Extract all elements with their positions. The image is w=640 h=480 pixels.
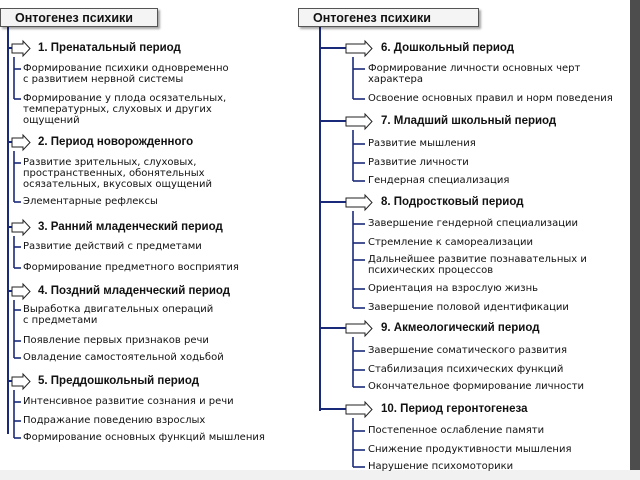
list-item	[23, 304, 213, 326]
right-column-title: Онтогенез психики	[298, 8, 479, 27]
list-item	[23, 262, 239, 273]
list-item	[368, 364, 563, 375]
list-item-line: Завершение половой идентификации	[368, 302, 569, 313]
list-item-line: осязательных, вкусовых ощущений	[23, 179, 212, 190]
list-item-line: Появление первых признаков речи	[23, 335, 209, 346]
list-item-line: Выработка двигательных операций	[23, 304, 214, 315]
right-arrow-icon	[346, 195, 372, 210]
list-item-line: Освоение основных правил и норм поведения	[368, 93, 613, 104]
list-item	[368, 381, 584, 392]
list-item-line: Завершение соматического развития	[368, 345, 568, 356]
list-item	[368, 237, 533, 248]
list-item-line: Развитие действий с предметами	[23, 241, 202, 252]
list-item-line: Элементарные рефлексы	[23, 196, 158, 207]
list-item-line: Гендерная специализация	[368, 175, 510, 186]
list-item-line: Завершение гендерной специализации	[368, 218, 579, 229]
list-item-line: Формирование у плода осязательных,	[23, 93, 227, 104]
list-item	[368, 345, 567, 356]
list-item	[23, 352, 224, 363]
right-arrow-icon	[346, 402, 372, 417]
period-5-label: 5. Преддошкольный период	[38, 375, 200, 387]
period-9-label: 9. Акмеологический период	[381, 322, 540, 334]
list-item	[23, 396, 234, 407]
list-item-line: Развитие зрительных, слуховых,	[23, 157, 197, 168]
list-item	[368, 461, 513, 472]
list-item	[368, 254, 587, 276]
list-item-line: характера	[368, 74, 424, 85]
right-arrow-icon	[12, 41, 30, 56]
list-item-line: Нарушение психомоторики	[368, 461, 514, 472]
right-arrow-icon	[12, 135, 30, 150]
period-6-label: 6. Дошкольный период	[381, 42, 515, 54]
list-item-line: Стабилизация психических функций	[368, 364, 564, 375]
list-item	[23, 196, 158, 207]
list-item	[23, 415, 205, 426]
list-item	[368, 425, 544, 436]
list-item-line: Окончательное формирование личности	[368, 381, 585, 392]
period-1-label: 1. Пренатальный период	[38, 42, 181, 54]
right-arrow-icon	[346, 321, 372, 336]
right-arrow-icon	[12, 220, 30, 235]
list-item-line: Формирование личности основных черт	[368, 63, 581, 74]
right-arrow-icon	[346, 41, 372, 56]
period-8-label: 8. Подростковый период	[381, 196, 524, 208]
list-item-line: пространственных, обонятельных	[23, 168, 205, 179]
list-item	[368, 157, 469, 168]
period-7-label: 7. Младший школьный период	[381, 115, 557, 127]
period-4-label: 4. Поздний младенческий период	[38, 285, 231, 297]
period-2-label: 2. Период новорожденного	[38, 136, 194, 148]
right-arrow-icon	[346, 114, 372, 129]
list-item	[368, 218, 578, 229]
list-item-line: ощущений	[23, 115, 80, 126]
list-item	[368, 175, 509, 186]
period-3-label: 3. Ранний младенческий период	[38, 221, 223, 233]
list-item	[23, 241, 202, 252]
list-item-line: Развитие мышления	[368, 138, 476, 149]
list-item-line: психических процессов	[368, 265, 494, 276]
list-item	[368, 93, 613, 104]
list-item	[23, 432, 265, 443]
list-item	[368, 444, 572, 455]
list-item	[368, 302, 569, 313]
list-item	[23, 63, 229, 85]
list-item	[23, 335, 209, 346]
list-item	[368, 138, 476, 149]
right-arrow-icon	[12, 374, 30, 389]
list-item-line: Ориентация на взрослую жизнь	[368, 283, 539, 294]
list-item-line: Формирование основных функций мышления	[23, 432, 265, 443]
right-arrow-icon	[12, 284, 30, 299]
list-item-line: с развитием нервной системы	[23, 74, 184, 85]
list-item-line: Развитие личности	[368, 157, 469, 168]
list-item-line: температурных, слуховых и других	[23, 104, 212, 115]
list-item	[23, 157, 212, 190]
list-item	[368, 283, 538, 294]
left-column-title: Онтогенез психики	[0, 8, 158, 27]
list-item-line: Снижение продуктивности мышления	[368, 444, 572, 455]
list-item-line: Интенсивное развитие сознания и речи	[23, 396, 234, 407]
list-item-line: с предметами	[23, 315, 98, 326]
list-item-line: Подражание поведению взрослых	[23, 415, 206, 426]
list-item	[23, 93, 226, 126]
list-item-line: Стремление к самореализации	[368, 237, 534, 248]
list-item-line: Формирование психики одновременно	[23, 63, 229, 74]
list-item-line: Овладение самостоятельной ходьбой	[23, 352, 224, 363]
list-item-line: Формирование предметного восприятия	[23, 262, 239, 273]
list-item	[368, 63, 580, 85]
list-item-line: Постепенное ослабление памяти	[368, 425, 545, 436]
period-10-label: 10. Период геронтогенеза	[381, 403, 528, 415]
list-item-line: Дальнейшее развитие познавательных и	[368, 254, 587, 265]
